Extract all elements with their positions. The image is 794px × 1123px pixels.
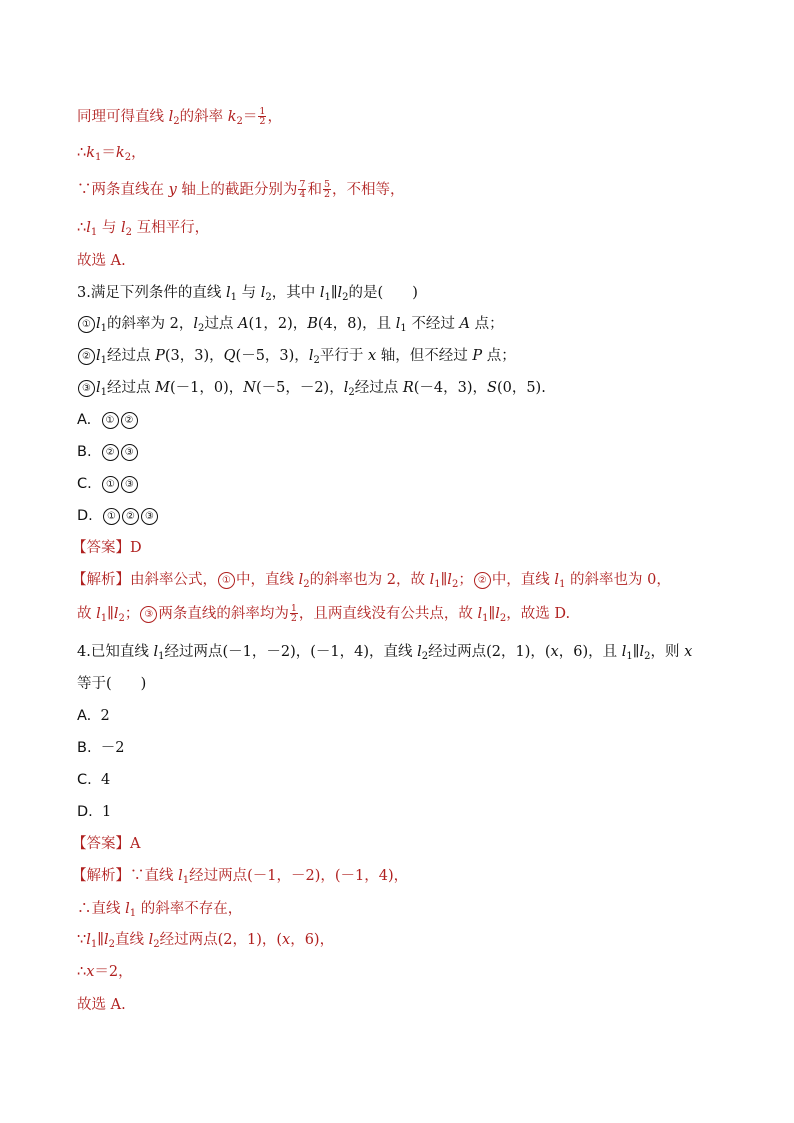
- fraction-one-half: $\frac{1}{2}$: [290, 602, 297, 624]
- question-3-analysis-line-2: 故 $l_1\parallel l_2$； ③ 两条直线的斜率均为 $\frac{1}{2}$ ，且两直线没有公共点，故 $l_1\parallel l_2$，故选 D.: [77, 602, 571, 624]
- question-3-condition-1: ① $l_1$的斜率为 2，$l_2$过点 A(1，2)，B(4，8)，且 $l_1$ 不经过 A 点；: [77, 314, 504, 334]
- solution-line-k-equal: $\therefore k_1=k_2$，: [77, 145, 146, 163]
- solution-line-choose-a: 故选 A.: [77, 253, 126, 269]
- question-4-analysis-line-4: ∴x＝2，: [77, 964, 133, 980]
- question-4-analysis-line-1: 【解析】∵直线 $l_1$经过两点(－1，－2)，(－1，4)，: [72, 868, 409, 886]
- question-3-option-c: C. ① ③: [77, 474, 139, 494]
- fraction-seven-quarters: $\frac{7}{4}$: [299, 178, 306, 200]
- solution-line-slope-k2: 同理可得直线 $l_2$的斜率 $k_2=$ $\frac{1}{2}$ ，: [77, 105, 282, 127]
- question-3-condition-3: ③ $l_1$经过点 M(－1，0)，N(－5，－2)，$l_2$经过点 R(－4，3)，S(0，5).: [77, 378, 546, 398]
- solution-line-intercepts: ∵两条直线在 y 轴上的截距分别为 $\frac{7}{4}$ 和 $\frac{5}{2}$ ，不相等，: [77, 178, 405, 200]
- question-3-stem: 3.满足下列条件的直线 $l_1$ 与 $l_2$，其中 $l_1\parallel l_2$的是( ): [77, 285, 418, 303]
- fraction-five-halves: $\frac{5}{2}$: [323, 178, 331, 200]
- question-3-condition-2: ② $l_1$经过点 P(3，3)，Q(－5，3)，$l_2$平行于 x 轴，但不经过 P 点；: [77, 346, 516, 366]
- question-3-option-b: B. ② ③: [77, 442, 139, 462]
- fraction-one-half: $\frac{1}{2}$: [259, 105, 266, 127]
- question-4-analysis-line-2: ∴直线 $l_1$ 的斜率不存在，: [77, 901, 243, 919]
- question-4-option-a: A. 2: [77, 708, 110, 724]
- question-4-stem-line-2: 等于( ): [77, 676, 147, 692]
- question-3-option-d: D. ① ② ③: [77, 506, 159, 526]
- question-4-analysis-line-3: $\because l_1\parallel l_2$直线 $l_2$经过两点(2，1)，(x，6)，: [77, 932, 335, 950]
- question-3-analysis-line-1: 【解析】由斜率公式， ① 中，直线 $l_2$的斜率也为 2，故 $l_1\parallel l_2$； ② 中，直线 $l_1$ 的斜率也为 0，: [72, 572, 671, 590]
- question-4-analysis-line-5: 故选 A.: [77, 997, 126, 1013]
- solution-line-parallel: $\therefore l_1$ 与 $l_2$ 互相平行，: [77, 220, 210, 238]
- question-4-option-b: B. －2: [77, 740, 125, 756]
- question-3-answer: 【答案】D: [72, 540, 142, 556]
- question-4-stem-line-1: 4.已知直线 $l_1$经过两点(－1，－2)，(－1，4)，直线 $l_2$经过两点(2，1)，(x，6)，且 $l_1\parallel l_2$，则 x: [77, 644, 693, 662]
- question-4-option-c: C. 4: [77, 772, 111, 788]
- question-4-answer: 【答案】A: [72, 836, 141, 852]
- question-3-option-a: A. ① ②: [77, 410, 139, 430]
- question-4-option-d: D. 1: [77, 804, 112, 820]
